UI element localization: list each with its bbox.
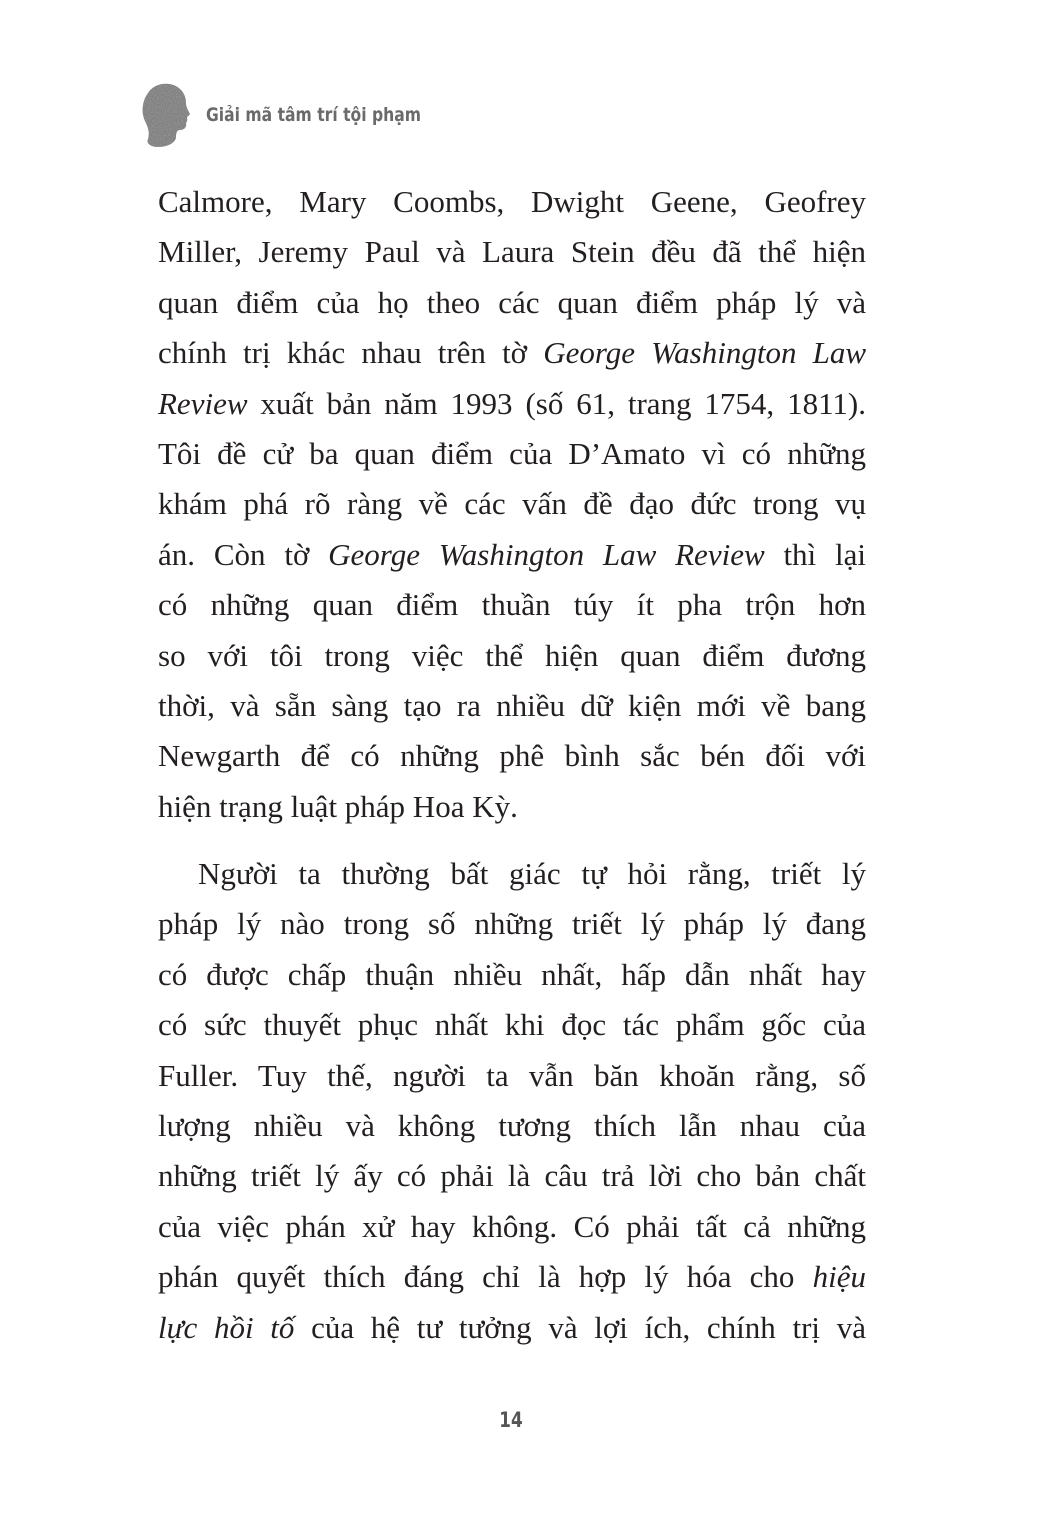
text-segment: của việc phán xử hay không. Có phải tất cả những xyxy=(158,1208,866,1244)
text-line xyxy=(158,530,866,580)
text-line xyxy=(158,580,866,630)
head-silhouette-icon xyxy=(140,81,192,149)
text-line xyxy=(158,731,866,781)
text-line xyxy=(158,1000,866,1050)
text-segment: Fuller. Tuy thế, người ta vẫn băn khoăn rằng, số xyxy=(158,1057,866,1093)
text-line xyxy=(158,1051,866,1101)
text-line xyxy=(158,429,866,479)
text-segment: pháp lý nào trong số những triết lý pháp lý đang xyxy=(158,906,866,942)
text-segment: Miller, Jeremy Paul và Laura Stein đều đã thể hiện xyxy=(158,234,866,270)
italic-text: hiệu xyxy=(812,1259,866,1295)
text-segment: những triết lý ấy có phải là câu trả lời cho bản chất xyxy=(158,1158,866,1194)
text-segment: án. Còn tờ xyxy=(158,536,329,572)
text-segment: hiện trạng luật pháp Hoa Kỳ. xyxy=(158,788,518,824)
text-segment: Người ta thường bất giác tự hỏi rằng, triết lý xyxy=(198,856,866,891)
text-segment: có được chấp thuận nhiều nhất, hấp dẫn nhất hay xyxy=(158,956,866,992)
text-segment: so với tôi trong việc thể hiện quan điểm đương xyxy=(158,637,866,673)
text-segment: của hệ tư tưởng và lợi ích, chính trị và xyxy=(294,1309,866,1345)
paragraph-1 xyxy=(158,177,866,832)
text-segment: thì lại xyxy=(764,536,866,572)
italic-text: George Washington Law xyxy=(543,335,866,371)
text-line xyxy=(158,379,866,429)
text-line xyxy=(158,1151,866,1201)
text-segment: có sức thuyết phục nhất khi đọc tác phẩm gốc của xyxy=(158,1007,866,1043)
text-segment: Calmore, Mary Coombs, Dwight Geene, Geofrey xyxy=(158,184,866,219)
text-line xyxy=(158,631,866,681)
text-segment: chính trị khác nhau trên tờ xyxy=(158,335,544,371)
text-segment: Newgarth để có những phê bình sắc bén đối với xyxy=(158,738,866,774)
running-title: Giải mã tâm trí tội phạm xyxy=(206,104,422,126)
italic-text: Review xyxy=(158,385,248,421)
text-line xyxy=(158,899,866,949)
italic-text: lực hồi tố xyxy=(158,1309,295,1345)
text-line xyxy=(158,1202,866,1252)
text-line xyxy=(158,328,866,378)
text-line xyxy=(158,950,866,1000)
text-line xyxy=(158,1303,866,1353)
page-number: 14 xyxy=(499,1408,523,1432)
text-line xyxy=(158,782,866,832)
text-segment: xuất bản năm 1993 (số 61, trang 1754, 1811). xyxy=(247,385,866,421)
paragraph-2 xyxy=(158,849,866,1353)
running-header xyxy=(140,80,468,150)
text-line xyxy=(158,278,866,328)
text-segment: lượng nhiều và không tương thích lẫn nhau của xyxy=(158,1107,866,1143)
text-line xyxy=(158,227,866,277)
text-line xyxy=(158,1252,866,1302)
text-line xyxy=(158,1101,866,1151)
text-segment: có những quan điểm thuần túy ít pha trộn hơn xyxy=(158,587,866,623)
text-line xyxy=(158,479,866,529)
text-segment: khám phá rõ ràng về các vấn đề đạo đức trong vụ xyxy=(158,486,866,522)
text-line xyxy=(158,177,866,227)
italic-text: George Washington Law Review xyxy=(328,536,765,572)
text-segment: quan điểm của họ theo các quan điểm pháp lý và xyxy=(158,284,866,320)
text-segment: Tôi đề cử ba quan điểm của D’Amato vì có những xyxy=(158,435,866,471)
text-segment: phán quyết thích đáng chỉ là hợp lý hóa cho xyxy=(158,1259,813,1295)
text-segment: thời, và sẵn sàng tạo ra nhiều dữ kiện mới về bang xyxy=(158,687,866,723)
text-line xyxy=(158,681,866,731)
text-line xyxy=(158,849,866,899)
